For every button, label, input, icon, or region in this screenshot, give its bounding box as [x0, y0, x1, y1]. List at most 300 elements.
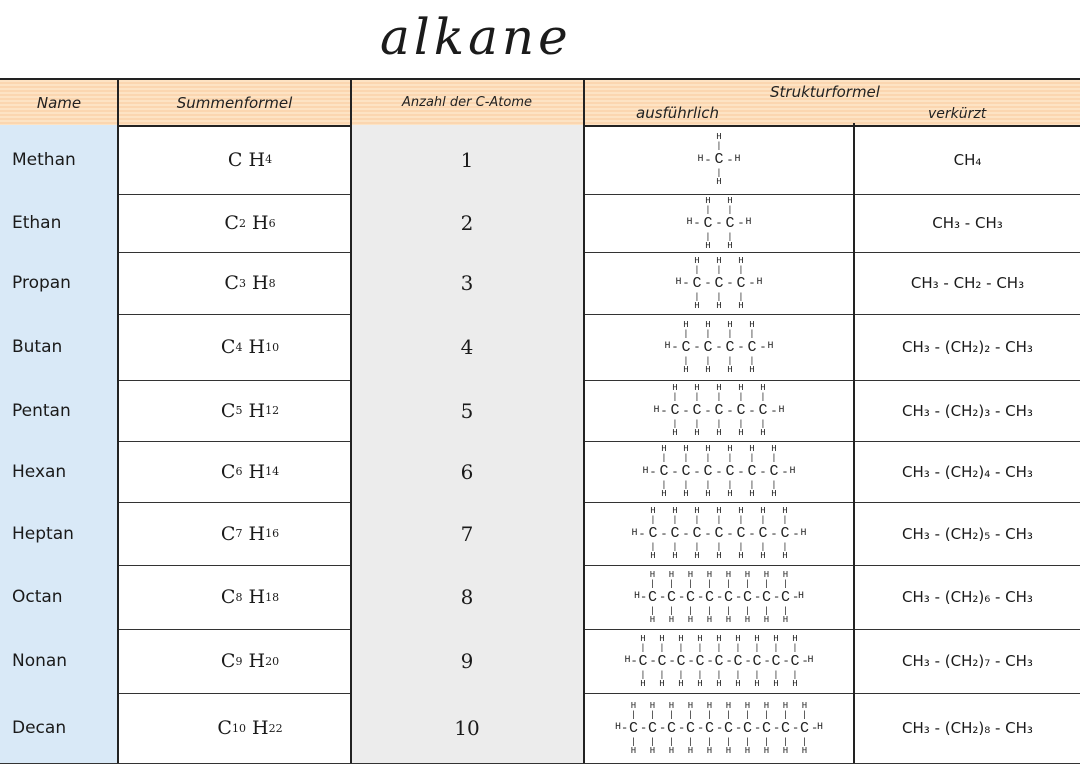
hydrogen-atom: H | — [678, 633, 684, 653]
carbon-atom: C H | | H — [714, 383, 724, 438]
formula-hydrogen: H — [248, 148, 266, 171]
hydrogen-atom: H | — [672, 383, 678, 402]
hydrogen-atom: H | — [649, 569, 656, 589]
carbon-atom: C H | | H — [638, 633, 648, 689]
formula-hydrogen-count: 4 — [265, 153, 273, 166]
carbon-count: 2 — [460, 211, 474, 235]
hydrogen-atom: H | — [738, 255, 744, 275]
structural-formula-short: CH₄ — [953, 150, 982, 169]
title-area — [0, 0, 1080, 74]
bond: - — [704, 152, 712, 167]
hydrogen-atom: H | — [650, 506, 656, 525]
bond: - — [682, 526, 690, 541]
bond: - — [770, 403, 778, 418]
bond: - — [792, 590, 800, 604]
bond: - — [773, 721, 781, 735]
hydrogen-atom: | H — [782, 736, 789, 756]
structural-formula-full — [585, 693, 853, 763]
formula-carbon-count: 10 — [231, 721, 246, 735]
hydrogen-atom: | H — [706, 736, 713, 756]
hydrogen-atom: | H — [716, 419, 722, 438]
carbon-atom: C H | | H — [666, 569, 676, 625]
carbon-chain — [642, 444, 796, 499]
carbon-count: 6 — [460, 459, 474, 484]
hydrogen-atom: | H — [672, 542, 678, 561]
header-name: Name — [36, 93, 82, 112]
carbon-atom: C H | | H — [733, 633, 743, 689]
hydrogen-atom: | H — [760, 419, 766, 438]
bond: - — [782, 654, 790, 668]
formula-hydrogen-count: 18 — [265, 590, 280, 604]
hydrogen-atom: H | — [716, 383, 722, 402]
hydrogen-atom: H | — [668, 569, 675, 589]
hydrogen-atom: H | — [763, 569, 770, 589]
formula-hydrogen: H — [248, 336, 266, 358]
hydrogen-atom: H | — [687, 569, 694, 589]
hydrogen-atom: H — [633, 591, 640, 602]
carbon-atom: C H | | H — [685, 700, 695, 756]
bond: - — [704, 276, 712, 290]
carbon-count: 3 — [460, 271, 474, 295]
carbon-atom: C H | | H — [747, 319, 757, 375]
hydrogen-atom: | H — [744, 605, 751, 625]
header-struct-long: ausführlich — [636, 104, 720, 122]
hydrogen-atom: H — [631, 527, 638, 539]
bond: - — [682, 276, 690, 290]
carbon-atom: C H | | H — [747, 444, 757, 499]
hydrogen-atom: | H — [716, 168, 722, 187]
carbon-atom: C H | | H — [780, 700, 790, 756]
carbon-atom: C H | | H — [752, 633, 762, 689]
hydrogen-atom: H — [800, 527, 807, 539]
bond: - — [754, 590, 762, 604]
hydrogen-atom: H | — [694, 506, 700, 525]
hydrogen-atom: | H — [705, 480, 711, 499]
carbon-atom: C H | | H — [666, 700, 676, 756]
hydrogen-atom: H — [686, 217, 693, 228]
hydrogen-atom: | H — [727, 355, 733, 375]
hydrogen-atom: | H — [716, 291, 722, 311]
table-row — [0, 252, 1080, 315]
carbon-atom: C H | | H — [799, 700, 809, 756]
carbon-atom: C H | | H — [736, 255, 746, 311]
hydrogen-atom: | H — [678, 669, 684, 689]
hydrogen-atom: | H — [760, 542, 766, 561]
hydrogen-atom: H | — [716, 633, 722, 653]
carbon-chain — [631, 506, 807, 561]
bond: - — [704, 403, 712, 418]
formula-carbon: C — [224, 272, 239, 294]
bond: - — [697, 590, 705, 604]
structural-formula-full — [585, 380, 853, 441]
hydrogen-atom: H — [624, 655, 631, 666]
structural-formula-short: CH₃ - (CH₂)₃ - CH₃ — [902, 401, 1033, 420]
carbon-count: 7 — [460, 521, 474, 546]
carbon-count: 10 — [454, 716, 480, 740]
carbon-atom: C H | | H — [714, 633, 724, 689]
bond: - — [792, 721, 800, 735]
structural-formula-full — [585, 125, 853, 194]
hydrogen-atom: | H — [716, 669, 722, 689]
hydrogen-atom: | H — [782, 605, 789, 625]
column-divider — [117, 78, 119, 763]
carbon-chain — [664, 319, 774, 375]
carbon-atom: C H | | H — [692, 255, 702, 311]
hydrogen-atom: | H — [792, 669, 798, 689]
formula-hydrogen: H — [248, 522, 266, 545]
bond: - — [748, 526, 756, 541]
table-row — [0, 565, 1080, 630]
bond: - — [640, 721, 648, 735]
molecular-formula — [150, 252, 350, 314]
alkane-name: Decan — [12, 718, 67, 738]
carbon-atom: C H | | H — [742, 569, 752, 625]
bond: - — [773, 590, 781, 604]
alkane-name: Octan — [12, 587, 63, 607]
hydrogen-atom: H | — [725, 569, 732, 589]
carbon-atom: C H | | H — [758, 506, 768, 561]
carbon-atom: C H | | H — [723, 700, 733, 756]
carbon-atom: C H | | H — [685, 569, 695, 625]
hydrogen-atom: H | — [735, 633, 741, 653]
bond: - — [737, 464, 745, 479]
hydrogen-atom: H | — [782, 700, 789, 720]
bond: - — [678, 721, 686, 735]
hydrogen-atom: H — [745, 217, 752, 228]
column-divider — [583, 78, 585, 763]
hydrogen-atom: H | — [760, 383, 766, 402]
hydrogen-atom: H | — [706, 569, 713, 589]
hydrogen-atom: H — [807, 655, 814, 666]
carbon-atom: C H | | H — [736, 383, 746, 438]
page-title: alkane — [380, 8, 572, 66]
carbon-count: 1 — [460, 147, 474, 172]
hydrogen-atom: | H — [716, 542, 722, 561]
bond: - — [792, 526, 800, 541]
carbon-atom: C H | | H — [704, 569, 714, 625]
table-row — [0, 441, 1080, 503]
table-row — [0, 194, 1080, 253]
header-struct-short: verkürzt — [928, 106, 987, 122]
structural-formula-full — [585, 441, 853, 502]
formula-carbon-count: 3 — [238, 276, 246, 290]
hydrogen-atom: H — [817, 722, 824, 733]
bond: - — [735, 721, 743, 735]
hydrogen-atom: | H — [744, 736, 751, 756]
hydrogen-atom: | H — [683, 480, 689, 499]
hydrogen-atom: H — [697, 153, 704, 165]
carbon-atom: C H | | H — [714, 506, 724, 561]
carbon-atom: C H | | H — [780, 506, 790, 561]
hydrogen-atom: | H — [694, 542, 700, 561]
formula-carbon: C — [227, 148, 243, 171]
formula-carbon-count: 9 — [235, 654, 243, 668]
formula-hydrogen-count: 6 — [268, 216, 276, 230]
carbon-count: 9 — [460, 649, 474, 673]
hydrogen-atom: H | — [697, 633, 703, 653]
formula-hydrogen: H — [248, 399, 266, 422]
hydrogen-atom: | H — [694, 419, 700, 438]
hydrogen-atom: H | — [716, 255, 722, 275]
carbon-atom: C H | | H — [703, 319, 713, 375]
hydrogen-atom: | H — [672, 419, 678, 438]
formula-carbon: C — [220, 522, 236, 545]
formula-carbon-count: 8 — [235, 590, 243, 604]
structural-formula-short: CH₃ - (CH₂)₇ - CH₃ — [902, 652, 1033, 670]
carbon-chain — [653, 383, 785, 438]
bond: - — [682, 403, 690, 418]
carbon-chain — [624, 633, 814, 689]
carbon-atom: C H | | H — [790, 633, 800, 689]
bond: - — [811, 721, 819, 735]
hydrogen-atom: | H — [697, 669, 703, 689]
hydrogen-atom: H | — [771, 444, 777, 463]
alkane-name: Methan — [12, 149, 76, 170]
bond: - — [697, 721, 705, 735]
header-count: Anzahl der C-Atome — [401, 95, 532, 110]
hydrogen-atom: | H — [738, 542, 744, 561]
structural-formula-full — [585, 314, 853, 380]
hydrogen-atom: H — [734, 153, 741, 165]
hydrogen-atom: H — [675, 277, 682, 288]
alkane-table — [0, 78, 1080, 763]
molecular-formula — [150, 629, 350, 693]
hydrogen-atom: | H — [782, 542, 788, 561]
hydrogen-atom: | H — [738, 291, 744, 311]
carbon-count: 4 — [460, 335, 474, 359]
carbon-atom: C H | | H — [714, 255, 724, 311]
hydrogen-atom: H | — [760, 506, 766, 525]
carbon-atom: C H | | H — [704, 700, 714, 756]
hydrogen-atom: H | — [716, 132, 722, 151]
hydrogen-atom: | H — [725, 736, 732, 756]
hydrogen-atom: | H — [659, 669, 665, 689]
molecular-formula — [150, 314, 350, 380]
formula-hydrogen-count: 22 — [268, 721, 283, 735]
carbon-chain — [614, 700, 824, 756]
hydrogen-atom: | H — [727, 231, 733, 251]
table-row — [0, 380, 1080, 442]
hydrogen-atom: H | — [705, 195, 711, 215]
bond: - — [659, 590, 667, 604]
hydrogen-atom: H | — [668, 700, 675, 720]
bond: - — [693, 464, 701, 479]
formula-carbon: C — [220, 460, 236, 483]
carbon-atom: C H | | H — [725, 444, 735, 499]
bond: - — [735, 590, 743, 604]
bond: - — [678, 590, 686, 604]
molecular-formula — [150, 565, 350, 629]
bond: - — [649, 654, 657, 668]
bond: - — [715, 216, 723, 230]
molecular-formula — [150, 502, 350, 565]
hydrogen-atom: H | — [749, 444, 755, 463]
formula-hydrogen: H — [248, 586, 266, 608]
carbon-atom: C H | | H — [703, 195, 713, 251]
hydrogen-atom: | H — [763, 736, 770, 756]
hydrogen-atom: | H — [687, 605, 694, 625]
hydrogen-atom: | H — [706, 605, 713, 625]
hydrogen-atom: H | — [782, 569, 789, 589]
hydrogen-atom: H | — [727, 319, 733, 339]
carbon-atom: C H | | H — [670, 506, 680, 561]
bond: - — [638, 526, 646, 541]
hydrogen-atom: | H — [771, 480, 777, 499]
header-struct: Strukturformel — [770, 83, 880, 101]
carbon-atom: C H | | H — [647, 569, 657, 625]
hydrogen-atom: | H — [727, 480, 733, 499]
formula-carbon-count: 4 — [235, 340, 243, 354]
bond: - — [693, 340, 701, 354]
carbon-count: 5 — [460, 398, 474, 423]
formula-carbon: C — [220, 586, 236, 608]
molecular-formula — [150, 441, 350, 502]
bond: - — [748, 276, 756, 290]
carbon-atom: C H | | H — [703, 444, 713, 499]
hydrogen-atom: H | — [672, 506, 678, 525]
alkane-name: Nonan — [12, 651, 68, 671]
alkane-name: Pentan — [12, 400, 71, 421]
hydrogen-atom: H | — [727, 444, 733, 463]
bond: - — [715, 464, 723, 479]
hydrogen-atom: H | — [754, 633, 760, 653]
hydrogen-atom: | H — [650, 542, 656, 561]
hydrogen-atom: H | — [683, 444, 689, 463]
carbon-atom: C H | | H — [742, 700, 752, 756]
hydrogen-atom: H — [767, 341, 774, 352]
hydrogen-atom: H | — [705, 444, 711, 463]
carbon-atom: C H | | H — [647, 700, 657, 756]
carbon-atom: C H | | H — [723, 569, 733, 625]
bond: - — [693, 216, 701, 230]
molecular-formula — [150, 380, 350, 441]
hydrogen-atom: | H — [801, 736, 808, 756]
formula-carbon-count: 2 — [238, 216, 246, 230]
alkane-name: Butan — [12, 337, 63, 357]
bond: - — [660, 526, 668, 541]
hydrogen-atom: H — [653, 404, 660, 416]
hydrogen-atom: | H — [687, 736, 694, 756]
hydrogen-atom: | H — [738, 419, 744, 438]
bond: - — [737, 216, 745, 230]
molecular-formula — [150, 194, 350, 252]
hydrogen-atom: H | — [738, 506, 744, 525]
hydrogen-atom: H — [614, 722, 621, 733]
carbon-chain — [633, 569, 805, 625]
carbon-atom: C H | | H — [758, 383, 768, 438]
molecular-formula — [150, 693, 350, 763]
formula-carbon-count: 6 — [235, 465, 243, 478]
hydrogen-atom: | H — [683, 355, 689, 375]
hydrogen-atom: H | — [694, 255, 700, 275]
bond: - — [726, 276, 734, 290]
bond: - — [687, 654, 695, 668]
carbon-atom: C H | | H — [695, 633, 705, 689]
table-header — [0, 78, 1080, 127]
bond: - — [716, 590, 724, 604]
carbon-chain — [686, 195, 752, 251]
bond: - — [671, 464, 679, 479]
alkane-name: Ethan — [12, 213, 62, 233]
carbon-atom: C H | | H — [725, 195, 735, 251]
formula-carbon-count: 5 — [235, 404, 243, 417]
carbon-atom: C H | | H — [670, 383, 680, 438]
hydrogen-atom: H | — [705, 319, 711, 339]
formula-hydrogen-count: 14 — [265, 465, 280, 478]
hydrogen-atom: H | — [706, 700, 713, 720]
structural-formula-short: CH₃ - CH₂ - CH₃ — [910, 274, 1025, 292]
hydrogen-atom: | H — [649, 736, 656, 756]
hydrogen-atom: H | — [725, 700, 732, 720]
formula-hydrogen-count: 20 — [265, 654, 280, 668]
bond: - — [763, 654, 771, 668]
column-divider — [853, 123, 855, 763]
carbon-atom: C H | | H — [780, 569, 790, 625]
carbon-atom: C H | | H — [628, 700, 638, 756]
hydrogen-atom: H | — [640, 633, 646, 653]
carbon-atom: C H | | H — [657, 633, 667, 689]
carbon-atom: C H | | H — [761, 700, 771, 756]
hydrogen-atom: H | — [727, 195, 733, 215]
hydrogen-atom: | H — [773, 669, 779, 689]
hydrogen-atom: | H — [630, 736, 637, 756]
hydrogen-atom: H | — [782, 506, 788, 525]
hydrogen-atom: | H — [725, 605, 732, 625]
bond: - — [704, 526, 712, 541]
bond: - — [759, 340, 767, 354]
carbon-atom: C H | | H — [736, 506, 746, 561]
carbon-chain — [697, 132, 741, 187]
bond: - — [725, 654, 733, 668]
structural-formula-short: CH₃ - (CH₂)₅ - CH₃ — [902, 524, 1033, 543]
hydrogen-atom: | H — [694, 291, 700, 311]
hydrogen-atom: H | — [694, 383, 700, 402]
hydrogen-atom: H | — [801, 700, 808, 720]
hydrogen-atom: H | — [683, 319, 689, 339]
formula-hydrogen-count: 10 — [265, 340, 280, 354]
structural-formula-full — [585, 194, 853, 252]
hydrogen-atom: | H — [705, 355, 711, 375]
bond: - — [659, 721, 667, 735]
table-row — [0, 693, 1080, 764]
hydrogen-atom: | H — [649, 605, 656, 625]
table-row — [0, 314, 1080, 381]
bond: - — [737, 340, 745, 354]
structural-formula-full — [585, 252, 853, 314]
structural-formula-short: CH₃ - (CH₂)₄ - CH₃ — [902, 462, 1033, 481]
carbon-atom: C H | | H — [771, 633, 781, 689]
bond: - — [715, 340, 723, 354]
structural-formula-full — [585, 502, 853, 565]
hydrogen-atom: H | — [738, 383, 744, 402]
bond: - — [781, 464, 789, 479]
hydrogen-atom: | H — [754, 669, 760, 689]
structural-formula-full — [585, 565, 853, 629]
hydrogen-atom: | H — [668, 736, 675, 756]
formula-hydrogen: H — [252, 212, 269, 234]
formula-hydrogen-count: 16 — [265, 527, 280, 540]
carbon-atom: C H | | H — [676, 633, 686, 689]
formula-carbon: C — [220, 650, 236, 672]
formula-hydrogen: H — [252, 717, 269, 739]
bond: - — [726, 526, 734, 541]
bond: - — [668, 654, 676, 668]
formula-carbon: C — [217, 717, 232, 739]
alkane-name: Hexan — [12, 461, 67, 482]
hydrogen-atom: H | — [630, 700, 637, 720]
hydrogen-atom: H — [778, 404, 785, 416]
formula-carbon: C — [220, 336, 236, 358]
